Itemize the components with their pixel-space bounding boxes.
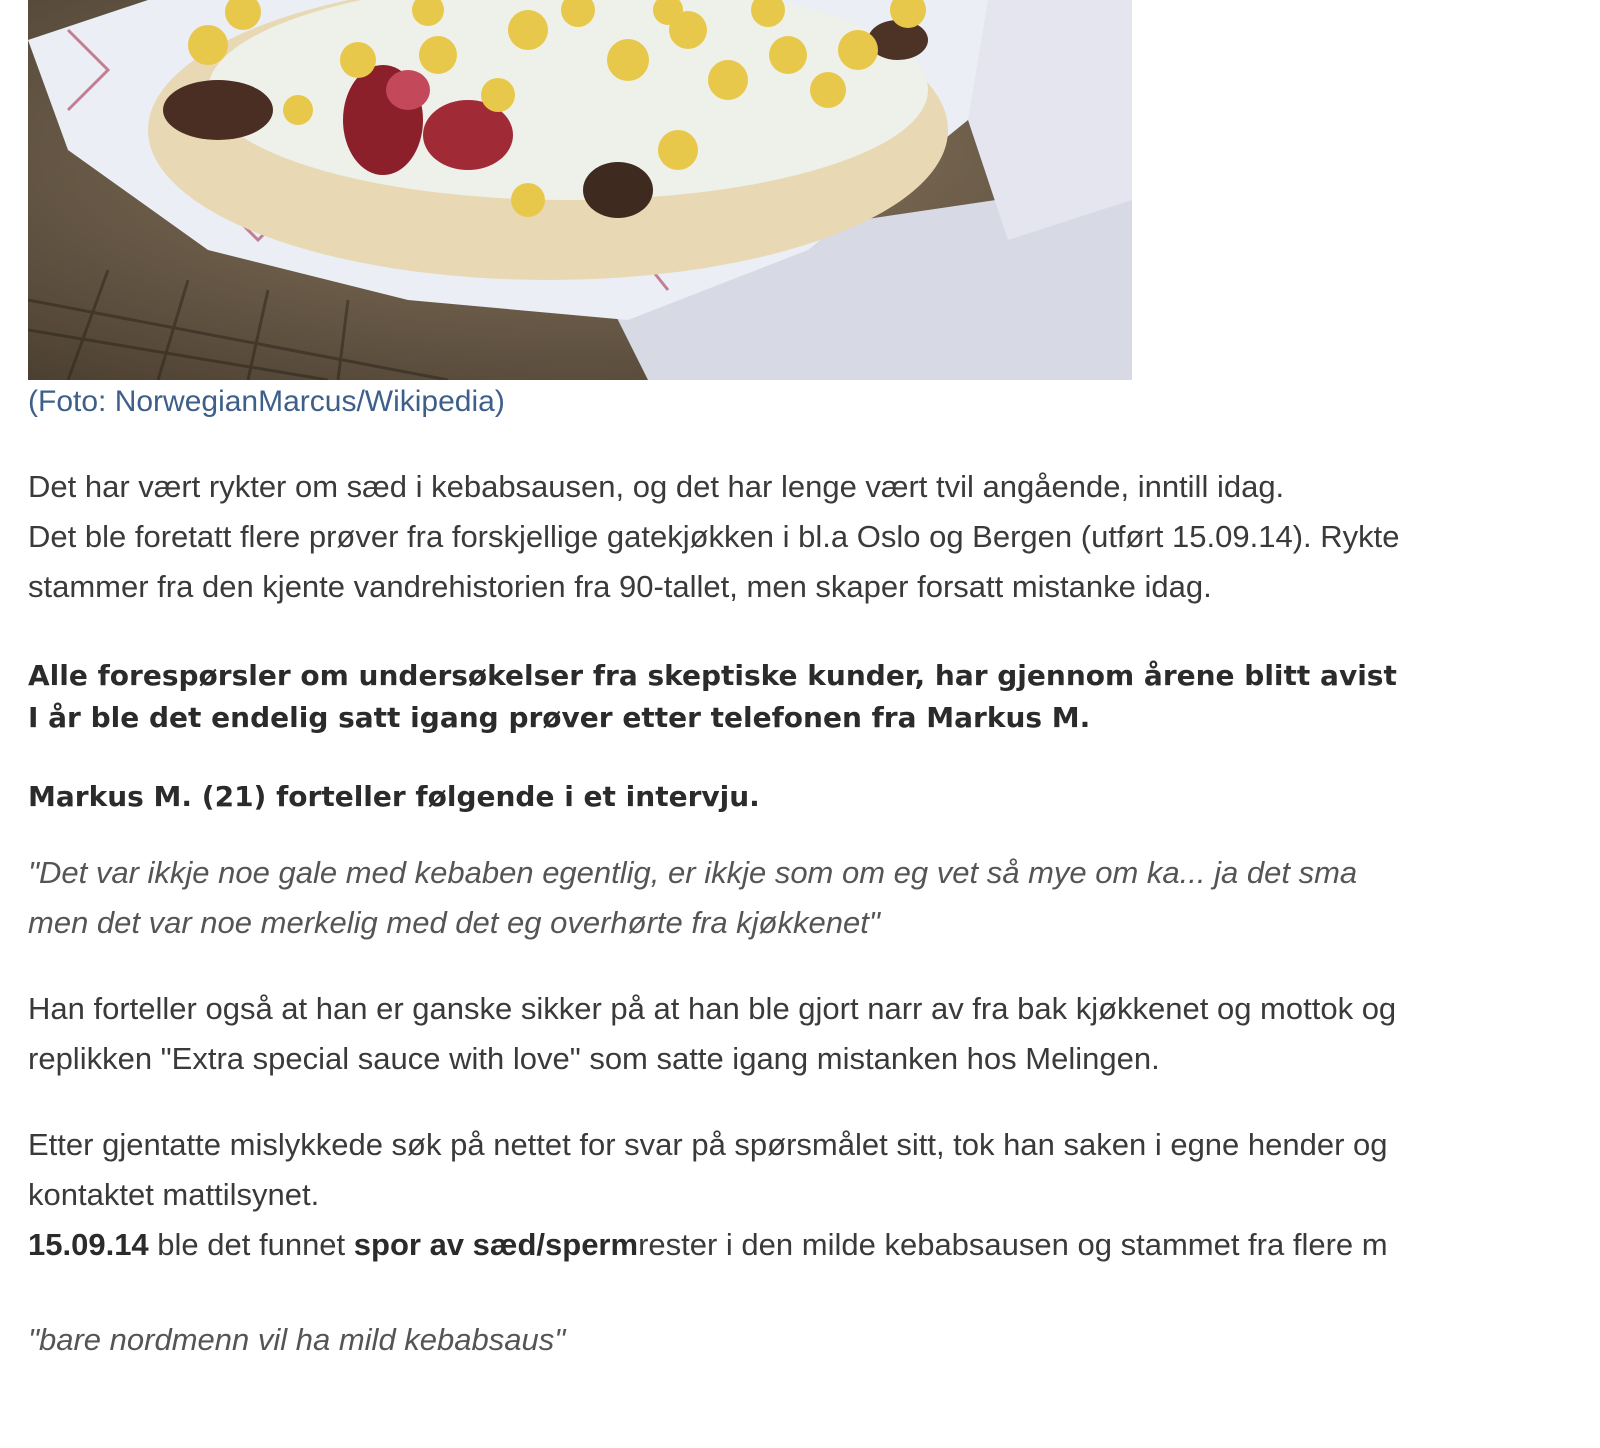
quote-closing: [28, 1315, 565, 1365]
result-finding: spor av sæd/sperm: [353, 1227, 639, 1262]
kebab-photo: [28, 0, 1132, 380]
paragraph-bold-interview: [28, 776, 760, 818]
paragraph-bold-requests: [28, 655, 1397, 739]
paragraph-line: stammer fra den kjente vandrehistorien fra 90-tallet, men skaper forsatt mistanke idag.: [28, 569, 1212, 604]
paragraph-results: [28, 1120, 1388, 1270]
quote-line: "Det var ikkje noe gale med kebaben egentlig, er ikkje som om eg vet så mye om ka... ja det sma: [28, 855, 1358, 890]
paragraph-intro: [28, 462, 1400, 612]
quote-markus: [28, 848, 1357, 948]
paragraph-line: kontaktet mattilsynet.: [28, 1177, 320, 1212]
paragraph-line: replikken "Extra special sauce with love" som satte igang mistanken hos Melingen.: [28, 1041, 1160, 1076]
result-text: rester i den milde kebabsausen og stammet fra flere m: [638, 1227, 1388, 1262]
paragraph-line: Han forteller også at han er ganske sikker på at han ble gjort narr av fra bak kjøkkenet og mottok og: [28, 991, 1397, 1026]
paragraph-line: I år ble det endelig satt igang prøver etter telefonen fra Markus M.: [28, 701, 1091, 734]
paragraph-line: Det har vært rykter om sæd i kebabsausen, og det har lenge vært tvil angående, inntill idag.: [28, 469, 1285, 504]
result-text: ble det funnet: [148, 1227, 354, 1262]
quote-line: "bare nordmenn vil ha mild kebabsaus": [28, 1322, 566, 1357]
paragraph-line: Etter gjentatte mislykkede søk på nettet for svar på spørsmålet sitt, tok han saken i egne hender og: [28, 1127, 1388, 1162]
paragraph-kitchen: [28, 984, 1396, 1084]
result-date: 15.09.14: [28, 1227, 149, 1262]
paragraph-line-results: [28, 1220, 1388, 1270]
paragraph-line: Markus M. (21) forteller følgende i et intervju.: [28, 780, 760, 813]
paragraph-line: Det ble foretatt flere prøver fra forskjellige gatekjøkken i bl.a Oslo og Bergen (utført 15.09.14). Rykte: [28, 519, 1400, 554]
photo-caption: (Foto: NorwegianMarcus/Wikipedia): [28, 385, 505, 418]
quote-line: men det var noe merkelig med det eg overhørte fra kjøkkenet": [28, 905, 880, 940]
paragraph-line: Alle forespørsler om undersøkelser fra skeptiske kunder, har gjennom årene blitt avist: [28, 659, 1397, 692]
